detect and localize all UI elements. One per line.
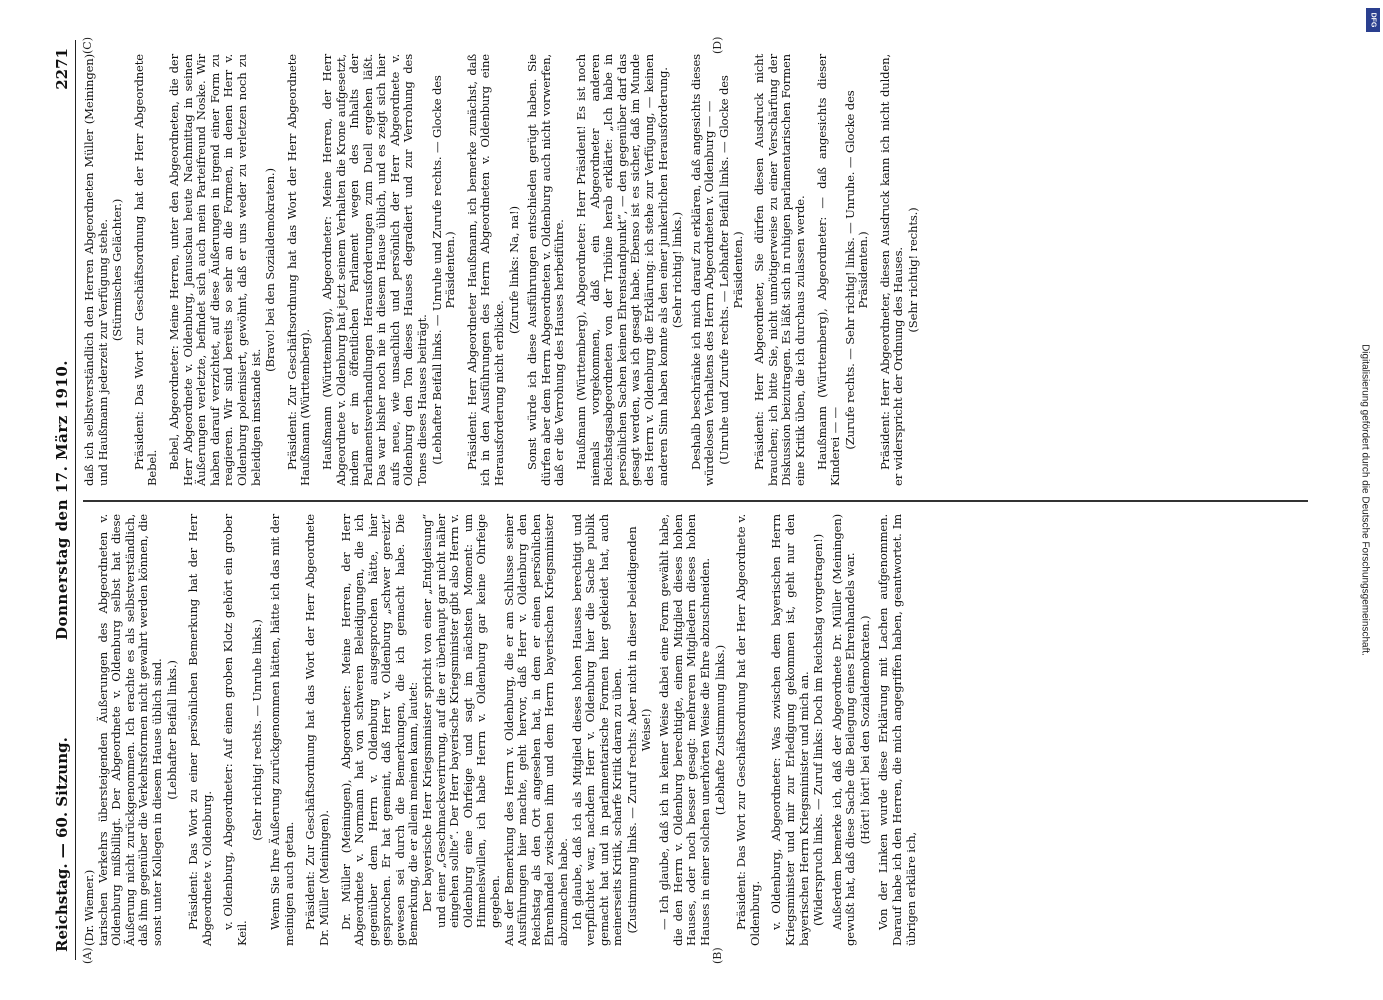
paragraph: Außerdem bemerke ich, daß der Abgeordnete Dr. Müller (Meiningen) gewußt hat, daß diese Sache die Beilegung eines Ehrenhandels war. [829,514,858,946]
interjection: (Sehr richtig! rechts.) [906,207,921,333]
right-column [83,54,926,486]
paragraph: v. Oldenburg, Abgeordneter: Was zwischen dem bayerischen Herrn Kriegsminister und mir zur Erledigung gekommen ist, geht nur den bayerischen Herrn Kriegsminister und mich an. [769,514,811,946]
paragraph: Deshalb beschränke ich mich darauf zu erklären, daß angesichts dieses würdelosen Verhaltens des Herrn Abgeordneten v. Oldenburg — — [688,54,717,486]
paragraph: Aus der Bemerkung des Herrn v. Oldenburg, die er am Schlusse seiner Ausführungen hier machte, geht hervor, daß Herr v. Oldenburg den Reichstag als den Ort angesehen hat, in dem er einen persönlichen Ehrenhandel zwischen ihm und dem Herrn bayerischen Kriegsminister abzumachen habe. [501,514,570,946]
margin-marker-b: (B) [711,947,724,964]
digitization-note-text: Digitalisierung gefördert durch die Deutsche Forschungsgemeinschaft. [1359,344,1371,656]
paragraph: Präsident: Zur Geschäftsordnung hat das Wort der Herr Abgeordnete Haußmann (Württemberg). [284,54,313,486]
running-head [51,40,76,960]
page-number: 2271 [53,48,71,90]
speaker-continuation: (Dr. Wiemer.) [82,869,96,946]
paragraph: Bebel, Abgeordneter: Meine Herren, unter den Abgeordneten, die der Herr Abgeordnete v. Oldenburg, Januschau heute Nachmittag in seinen Äußerungen verletzte, befindet sich auch mein Parteifreund Noske. Wir haben darauf verzichtet, auf diese Äußerungen in irgend einer Form zu reagieren. Wir sind bereits so sehr an die Formen, in denen Herr v. Oldenburg polemisiert, gewöhnt, daß er uns weder zu verletzen noch zu beleidigen imstande ist. [166,54,263,486]
interjection: (Sehr richtig! links.) [670,211,685,329]
interjection: (Lebhafte Zustimmung links.) [712,644,727,816]
paragraph: Präsident: Das Wort zur Geschäftsordnung hat der Herr Abgeordnete Bebel. [131,54,160,486]
document-page [51,36,1331,964]
column-divider [83,501,1308,503]
paragraph: Ich glaube, daß ich als Mitglied dieses hohen Hauses berechtigt und verpflichtet war, nachdem Herr v. Oldenburg hier die Sache publik gemacht hat und in parlamentarische Formen hier gekleidet hat, auch meinerseits Kritik, scharfe Kritik daran zu üben. [569,514,625,946]
margin-marker-c: (C) [81,37,94,54]
paragraph: daß ich selbstverständlich den Herren Abgeordneten Müller (Meiningen) und Haußmann jederzeit zur Verfügung stehe. [82,54,110,486]
paragraph: Präsident: Das Wort zur Geschäftsordnung hat der Herr Abgeordnete v. Oldenburg. [734,514,762,946]
dfg-logo [1366,8,1380,32]
interjection: (Unruhe und Zurufe rechts. — Lebhafter Beifall links. — Glocke des Präsidenten.) [716,75,745,465]
left-column [83,514,918,946]
paragraph: tarischen Verkehrs übersteigenden Äußerungen des Abgeordneten v. Oldenburg mißbilligt. Der Abgeordnete v. Oldenburg selbst hat diese Äußerung nicht zurückgenommen. Ich erachte es als selbstverständlich, daß ihm gegenüber die Verkehrsformen nicht gewahrt werden können, die sonst unter Kollegen in diesem Hause üblich sind. [95,514,164,946]
paragraph: Von der Linken wurde diese Erklärung mit Lachen aufgenommen. Darauf habe ich den Herren, die mich angegriffen haben, geantwortet. Im übrigen erkläre ich, [876,514,918,946]
dfg-logo-text: DFG [1369,12,1377,28]
paragraph: Haußmann (Württemberg), Abgeordneter: Meine Herren, der Herr Abgeordnete v. Oldenburg hat jetzt seinem Verhalten die Krone aufgesetzt, indem er im öffentlichen Parlament wegen des Inhalts der Parlamentsverhandlungen Herausforderungen zum Duell ergehen läßt. Das war bisher noch nie in diesem Hause üblich, und es zeigt sich hier aufs neue, wie unsachlich und persönlich der Herr Abgeordnete v. Oldenburg den Ton dieses Hauses degradiert und zur Verrohung des Tones dieses Hauses beiträgt. [319,54,430,486]
paragraph: Präsident: Das Wort zu einer persönlichen Bemerkung hat der Herr Abgeordnete v. Oldenburg. [186,514,214,946]
running-head-left: Reichstag. — 60. Sitzung. [53,737,71,952]
interjection: (Zurufe links: Na, na!) [506,206,521,334]
interjection: (Sehr richtig! rechts. — Unruhe links.) [249,619,264,841]
paragraph: v. Oldenburg, Abgeordneter: Auf einen groben Klotz gehört ein grober Keil. [221,514,249,946]
paragraph: Präsident: Herr Abgeordneter, Sie dürfen diesen Ausdruck nicht brauchen; ich bitte Sie, nicht unnötigerweise zu einer Verschärfung der Diskussion beizutragen. Es läßt sich in ruhigen parlamentarischen Formen eine Kritik üben, die ich durchaus zulassen werde. [752,54,807,486]
running-head-date: Donnerstag den 17. März 1910. [53,360,71,640]
margin-marker-d: (D) [711,36,724,54]
paragraph: Präsident: Herr Abgeordneter Haußmann, ich bemerke zunächst, daß ich in den Ausführungen des Herrn Abgeordneten v. Oldenburg eine Herausforderung nicht erblicke. [464,54,507,486]
interjection: (Widerspruch links. — Zuruf links: Doch im Reichstag vorgetragen!) [811,534,826,926]
interjection: (Zustimmung links. — Zuruf rechts: Aber nicht in dieser beleidigenden Weise!) [624,526,653,934]
interjection: (Bravo! bei den Sozialdemokraten.) [263,168,278,372]
paragraph: Haußmann (Württemberg), Abgeordneter: — daß angesichts dieser Kinderei — — [814,54,843,486]
interjection: (Zurufe rechts. — Sehr richtig! links. — Unruhe. — Glocke des Präsidenten.) [842,90,871,450]
interjection: (Hört! hört! bei den Sozialdemokraten.) [857,615,872,845]
paragraph: Wenn Sie Ihre Äußerung zurückgenommen hätten, hätte ich das mit der meinigen auch getan. [268,514,296,946]
paragraph: — Ich glaube, daß ich in keiner Weise dabei eine Form gewählt habe, die den Herrn v. Oldenburg berechtigte, einem Mitglied dieses hohen Hauses, oder noch besser gesagt: mehreren Mitgliedern dieses hohen Hauses in einer solchen unerhörten Weise die Ehre abzuschneiden. [657,514,712,946]
margin-marker-a: (A) [81,947,94,964]
paragraph: Dr. Müller (Meiningen), Abgeordneter: Meine Herren, der Herr Abgeordnete v. Normann hat von schweren Beleidigungen, die ich gegenüber dem Herrn v. Oldenburg ausgesprochen hätte, hier gesprochen. Er hat gemeint, daß Herr v. Oldenburg „schwer gereizt“ gewesen sei durch die Bemerkungen, die ich gemacht habe. Die Bemerkung, die er allein meinen kann, lautet: [338,514,421,946]
paragraph: Präsident: Herr Abgeordneter, diesen Ausdruck kann ich nicht dulden, er widerspricht der Ordnung des Hauses. [877,54,906,486]
interjection: (Lebhafter Beifall links. — Unruhe und Zurufe rechts. — Glocke des Präsidenten.) [429,75,458,465]
paragraph: Haußmann (Württemberg), Abgeordneter: Herr Präsident! Es ist noch niemals vorgekommen, daß ein Abgeordneter anderen Reichstagsabgeordneten von der Tribüne herab erklärte: „Ich habe in persönlichen Sachen keinen Ehrenstandpunkt“, — den gegenüber darf das gesagt werden, was ich gesagt habe. Ebenso ist es sicher, daß im Munde des Herrn v. Oldenburg die Erklärung: ich stehe zur Verfügung, — keinen anderen Sinn haben konnte als den einer junkerlichen Herausforderung. [574,54,670,486]
interjection: (Stürmisches Gelächter.) [110,198,125,342]
digitization-note [1350,30,1380,970]
interjection: (Lebhafter Beifall links.) [164,660,179,800]
paragraph: Präsident: Zur Geschäftsordnung hat das Wort der Herr Abgeordnete Dr. Müller (Meiningen). [303,514,331,946]
quotation: Der bayerische Herr Kriegsminister spricht von einer „Entgleisung“ und einer „Geschmacksverirrung, auf die er überhaupt gar nicht näher eingehen sollte“. Der Herr bayerische Kriegsminister gibt also Herrn v. Oldenburg eine Ohrfeige und sagt im nächsten Moment: um Himmelswillen, ich habe Herrn v. Oldenburg gar keine Ohrfeige gegeben. [420,514,503,928]
paragraph: Sonst würde ich diese Ausführungen entschieden gerügt haben. Sie dürfen aber dem Herrn Abgeordneten v. Oldenburg auch nicht vorwerfen, daß er die Verrohung des Hauses herbeiführe. [525,54,567,486]
